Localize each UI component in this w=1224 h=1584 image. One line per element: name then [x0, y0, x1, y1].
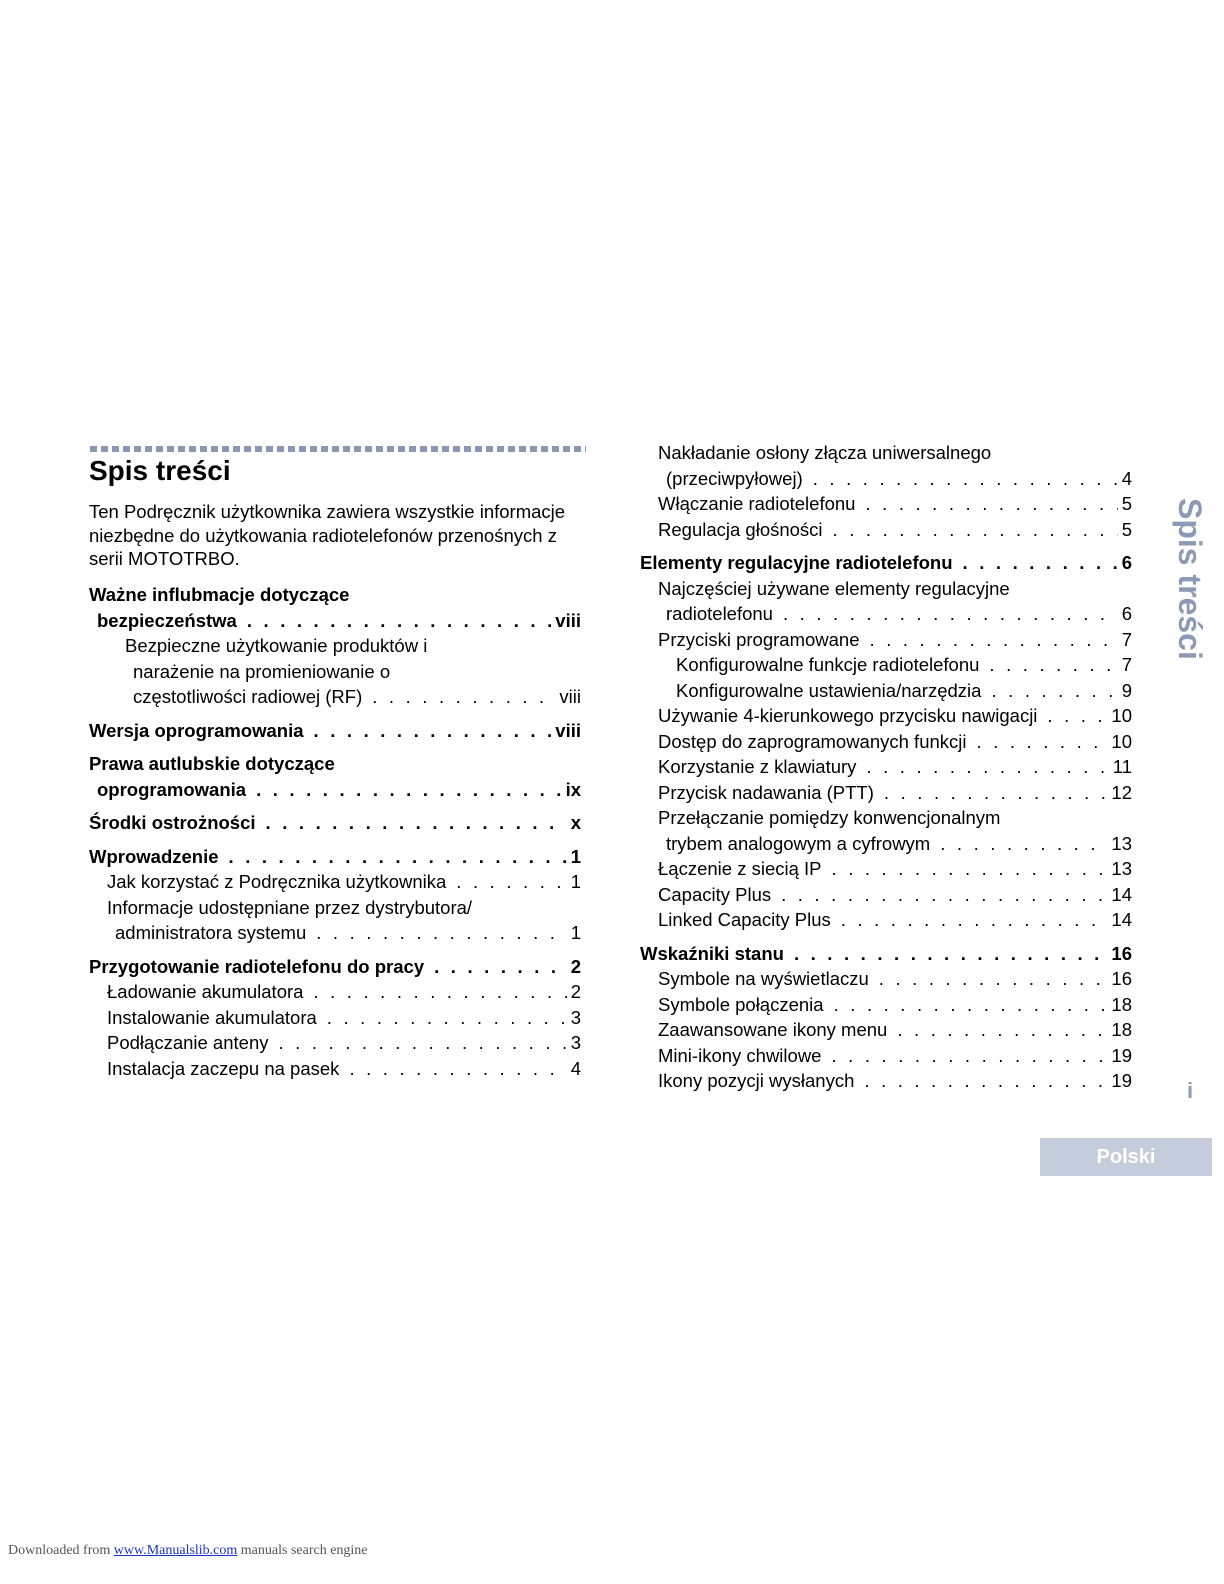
toc-entry[interactable]	[640, 491, 1132, 517]
toc-page-number: 1	[570, 922, 581, 943]
toc-page-number: 16	[1111, 968, 1132, 989]
dot-leader	[456, 869, 566, 895]
page-title: Spis treści	[89, 455, 231, 486]
toc-entry-title: Przełączanie pomiędzy konwencjonalnym	[658, 807, 1001, 828]
toc-entry-title: Prawa autlubskie dotyczące	[89, 753, 335, 774]
toc-entry-title: Środki ostrożności	[89, 812, 256, 833]
toc-page-number: 3	[570, 1032, 581, 1053]
toc-page-number: 18	[1111, 993, 1132, 1015]
toc-page-number: viii	[555, 719, 581, 741]
toc-entry[interactable]	[89, 954, 581, 980]
toc-entry[interactable]	[640, 966, 1132, 992]
dot-leader	[372, 684, 555, 710]
toc-page-number: 2	[570, 955, 581, 977]
dot-leader	[781, 882, 1107, 908]
toc-entry-title: narażenie na promieniowanie o	[133, 660, 391, 682]
toc-entry-title: Wskaźniki stanu	[640, 942, 784, 964]
dot-leader	[841, 907, 1108, 933]
toc-entry-title: Przygotowanie radiotelefonu do pracy	[89, 955, 425, 977]
dot-leader	[349, 1056, 566, 1082]
toc-page-number: 5	[1121, 518, 1132, 540]
dot-leader	[278, 1030, 566, 1056]
toc-entry-title: Informacje udostępniane przez dystrybutora/	[107, 896, 473, 918]
toc-page-number: 19	[1111, 1044, 1132, 1066]
toc-entry[interactable]	[89, 895, 581, 946]
toc-entry[interactable]	[640, 550, 1132, 576]
dot-leader	[977, 729, 1108, 755]
toc-entry[interactable]	[640, 1043, 1132, 1069]
toc-entry-title: Dostęp do zaprogramowanych funkcji	[658, 730, 967, 752]
dot-leader	[313, 979, 566, 1005]
dot-leader	[991, 678, 1117, 704]
dot-leader	[247, 608, 551, 634]
toc-page-number: 6	[1121, 552, 1132, 573]
dot-leader	[783, 601, 1118, 627]
toc-entry-title: Linked Capacity Plus	[658, 909, 831, 930]
toc-page-number: viii	[555, 609, 581, 631]
toc-entry-title: Symbole połączenia	[658, 993, 824, 1015]
toc-entry[interactable]	[640, 576, 1132, 627]
toc-entry-title: Wprowadzenie	[89, 845, 219, 867]
toc-entry[interactable]	[640, 907, 1132, 933]
toc-page-number: 16	[1111, 942, 1132, 964]
toc-entry-title: Elementy regulacyjne radiotelefonu	[640, 552, 953, 573]
toc-entry[interactable]	[89, 633, 581, 710]
dot-leader	[314, 718, 552, 744]
toc-entry[interactable]	[89, 844, 581, 870]
toc-entry[interactable]	[640, 992, 1132, 1018]
toc-entry[interactable]	[89, 979, 581, 1005]
dot-leader	[834, 992, 1108, 1018]
toc-entry[interactable]	[640, 729, 1132, 755]
toc-page-number: 4	[1121, 467, 1132, 489]
toc-page-number: 4	[570, 1057, 581, 1079]
toc-entry[interactable]	[89, 718, 581, 744]
toc-entry-title: Konfigurowalne funkcje radiotelefonu	[676, 654, 980, 675]
toc-entry[interactable]	[640, 678, 1132, 704]
dot-leader	[864, 1068, 1107, 1094]
toc-entry[interactable]	[640, 856, 1132, 882]
toc-page-number: 11	[1112, 756, 1132, 777]
toc-entry[interactable]	[89, 751, 581, 802]
toc-entry[interactable]	[640, 627, 1132, 653]
toc-entry-title: administratora systemu	[115, 922, 307, 943]
toc-entry-title: Włączanie radiotelefonu	[658, 493, 856, 514]
page-number: i	[1187, 1078, 1194, 1103]
toc-entry[interactable]	[640, 1068, 1132, 1094]
toc-entry[interactable]	[640, 882, 1132, 908]
dot-leader	[989, 652, 1117, 678]
toc-entry-title: Jak korzystać z Podręcznika użytkownika	[107, 871, 447, 892]
dot-leader	[866, 754, 1108, 780]
toc-entry[interactable]	[89, 1005, 581, 1031]
toc-page-number: 5	[1121, 493, 1132, 514]
intro-paragraph: Ten Podręcznik użytkownika zawiera wszystkie informacje niezbędne do użytkowania radiotelefonów przenośnych z serii MOTOTRBO.	[89, 501, 566, 569]
dot-leader	[316, 920, 566, 946]
side-tab	[1168, 498, 1208, 668]
footer-suffix: manuals search engine	[240, 1543, 368, 1558]
toc-entry-title: Zaawansowane ikony menu	[658, 1019, 888, 1040]
toc-entry-title: radiotelefonu	[666, 603, 773, 624]
toc-entry[interactable]	[89, 869, 581, 895]
toc-entry-title: Ikony pozycji wysłanych	[658, 1070, 855, 1091]
dot-leader	[327, 1005, 567, 1031]
toc-page-number: 13	[1111, 858, 1132, 879]
toc-entry[interactable]	[640, 805, 1132, 856]
toc-page-number: x	[570, 812, 581, 833]
toc-page-number: 1	[570, 871, 581, 892]
toc-entry-title: Wersja oprogramowania	[89, 719, 304, 741]
dot-leader	[1047, 703, 1107, 729]
download-footer	[8, 1543, 368, 1559]
toc-entry-title: trybem analogowym a cyfrowym	[666, 832, 931, 854]
toc-page-number: 7	[1121, 628, 1132, 650]
dot-leader	[813, 466, 1118, 492]
dot-leader	[879, 966, 1108, 992]
dot-leader	[884, 780, 1108, 806]
toc-page-number: 10	[1111, 730, 1132, 752]
toc-entry-title: oprogramowania	[97, 778, 247, 800]
toc-entry[interactable]	[640, 652, 1132, 678]
language-label: Polski	[1040, 1138, 1212, 1176]
toc-entry-title: Ładowanie akumulatora	[107, 981, 304, 1002]
toc-entry-title: Mini-ikony chwilowe	[658, 1044, 822, 1066]
toc-entry-title: Capacity Plus	[658, 883, 772, 905]
toc-entry-title: Najczęściej używane elementy regulacyjne	[658, 577, 1010, 599]
toc-entry-title: Korzystanie z klawiatury	[658, 756, 857, 777]
toc-entry-title: Ważne influbmacje dotyczące	[89, 584, 350, 605]
toc-entry[interactable]	[640, 1017, 1132, 1043]
footer-prefix: Downloaded from	[8, 1543, 111, 1558]
toc-entry-title: Regulacja głośności	[658, 518, 823, 540]
toc-entry[interactable]	[640, 780, 1132, 806]
toc-entry-title: Przyciski programowane	[658, 628, 860, 650]
dot-leader	[794, 941, 1107, 967]
toc-page-number: ix	[565, 778, 581, 800]
section-divider	[90, 446, 586, 452]
dot-leader	[940, 831, 1107, 857]
toc-page-number: viii	[559, 686, 581, 707]
toc-page-number: 18	[1111, 1019, 1132, 1040]
toc-entry-title: bezpieczeństwa	[97, 609, 237, 631]
dot-leader	[833, 517, 1118, 543]
toc-page-number: 12	[1111, 781, 1132, 803]
toc-entry-title: Łączenie z siecią IP	[658, 858, 822, 879]
toc-entry-title: Przycisk nadawania (PTT)	[658, 781, 874, 803]
dot-leader	[831, 1043, 1107, 1069]
toc-page-number: 10	[1111, 705, 1132, 726]
toc-entry-title: Konfigurowalne ustawienia/narzędzia	[676, 679, 982, 701]
side-tab-label: Spis treści	[1172, 498, 1208, 660]
dot-leader	[870, 627, 1118, 653]
toc-page-number: 1	[570, 845, 581, 867]
toc-page-number: 9	[1121, 679, 1132, 701]
toc-page-number: 13	[1111, 832, 1132, 854]
toc-entry[interactable]	[89, 1030, 581, 1056]
toc-entry[interactable]	[640, 517, 1132, 543]
dot-leader	[897, 1017, 1107, 1043]
toc-entry-title: (przeciwpyłowej)	[666, 467, 803, 489]
toc-entry[interactable]	[89, 1056, 581, 1082]
toc-entry-title: Nakładanie osłony złącza uniwersalnego	[658, 442, 992, 463]
toc-entry-title: Symbole na wyświetlaczu	[658, 968, 869, 989]
toc-right-column	[640, 440, 1132, 1094]
toc-page-number: 6	[1121, 603, 1132, 624]
toc-entry-title: Używanie 4-kierunkowego przycisku nawigacji	[658, 705, 1038, 726]
toc-page-number: 2	[570, 981, 581, 1002]
toc-page-number: 19	[1111, 1070, 1132, 1091]
footer-link[interactable]: www.Manualslib.com	[113, 1543, 238, 1558]
toc-entry[interactable]	[89, 810, 581, 836]
toc-entry-title: Instalowanie akumulatora	[107, 1006, 317, 1028]
toc-entry[interactable]	[640, 941, 1132, 967]
toc-entry-title: Instalacja zaczepu na pasek	[107, 1057, 340, 1079]
dot-leader	[832, 856, 1108, 882]
toc-entry[interactable]	[640, 754, 1132, 780]
toc-page-number: 14	[1111, 883, 1132, 905]
toc-page-number: 3	[570, 1006, 581, 1028]
toc-entry-title: Podłączanie anteny	[107, 1032, 269, 1053]
toc-page-number: 14	[1111, 909, 1132, 930]
dot-leader	[266, 810, 567, 836]
dot-leader	[256, 777, 562, 803]
toc-entry[interactable]	[89, 582, 581, 633]
toc-entry[interactable]	[640, 440, 1132, 491]
dot-leader	[229, 844, 567, 870]
toc-entry-title: Bezpieczne użytkowanie produktów i	[125, 635, 428, 656]
toc-entry[interactable]	[640, 703, 1132, 729]
toc-entry-title: częstotliwości radiowej (RF)	[133, 686, 363, 707]
dot-leader	[963, 550, 1118, 576]
toc-left-column	[89, 582, 581, 1081]
dot-leader	[434, 954, 567, 980]
toc-page-number: 7	[1121, 654, 1132, 675]
dot-leader	[865, 491, 1117, 517]
